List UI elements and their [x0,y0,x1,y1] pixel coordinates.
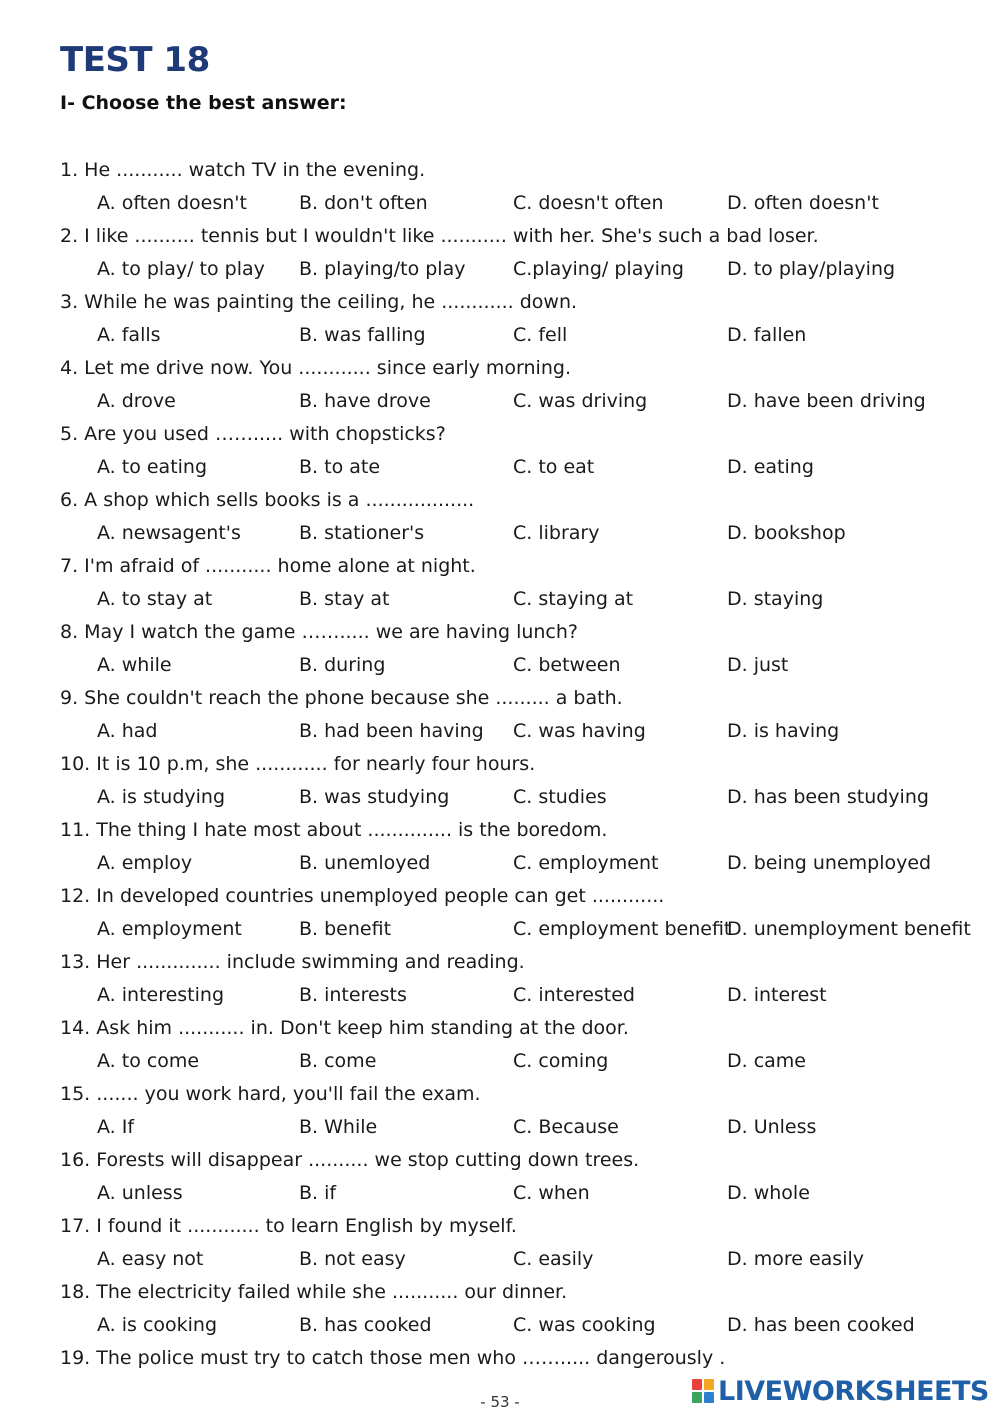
answer-options [0,254,1000,284]
question-stem: 19. The police must try to catch those men who ……..... dangerously . [60,1347,726,1369]
question-stem: 6. A shop which sells books is a .................. [60,489,475,511]
question-item [0,1143,1000,1209]
question-stem: 7. I'm afraid of ........... home alone at night. [60,555,476,577]
answer-option[interactable]: A. drove [97,390,176,412]
answer-options [0,320,1000,350]
question-stem: 11. The thing I hate most about .............. is the boredom. [60,819,608,841]
answer-option[interactable]: C. easily [513,1248,594,1270]
answer-option[interactable]: B. playing/to play [299,258,466,280]
answer-option[interactable]: D. has been studying [727,786,929,808]
answer-options [0,452,1000,482]
logo-tiles-icon [692,1379,714,1403]
answer-option[interactable]: C. fell [513,324,568,346]
answer-option[interactable]: C. Because [513,1116,619,1138]
answer-options [0,518,1000,548]
answer-option[interactable]: D. unemployment benefit [727,918,971,940]
answer-option[interactable]: A. easy not [97,1248,204,1270]
question-item [0,219,1000,285]
answer-option[interactable]: A. had [97,720,158,742]
logo-tile [692,1379,702,1390]
answer-option[interactable]: C. library [513,522,600,544]
section-instruction: I- Choose the best answer: [60,92,347,114]
answer-option[interactable]: D. staying [727,588,824,610]
answer-options [0,1046,1000,1076]
answer-option[interactable]: B. unemloyed [299,852,431,874]
answer-option[interactable]: A. falls [97,324,161,346]
answer-option[interactable]: D. eating [727,456,814,478]
answer-option[interactable]: B. come [299,1050,377,1072]
answer-option[interactable]: B. to ate [299,456,381,478]
question-stem: 5. Are you used ……..... with chopsticks? [60,423,446,445]
answer-option[interactable]: B. during [299,654,386,676]
answer-option[interactable]: A. to stay at [97,588,213,610]
question-item [0,285,1000,351]
question-stem: 16. Forests will disappear .......... we stop cutting down trees. [60,1149,640,1171]
logo-tile [704,1379,714,1390]
answer-option[interactable]: B. While [299,1116,378,1138]
answer-option[interactable]: A. often doesn't [97,192,247,214]
answer-option[interactable]: D. just [727,654,789,676]
answer-option[interactable]: C. between [513,654,621,676]
logo-text: LIVEWORKSHEETS [718,1375,989,1407]
answer-option[interactable]: D. has been cooked [727,1314,915,1336]
answer-option[interactable]: D. is having [727,720,840,742]
answer-options [0,650,1000,680]
answer-options [0,1112,1000,1142]
answer-option[interactable]: C. when [513,1182,590,1204]
question-stem: 13. Her .............. include swimming and reading. [60,951,525,973]
answer-option[interactable]: A. employment [97,918,242,940]
answer-option[interactable]: C. was having [513,720,646,742]
question-stem: 15. ....... you work hard, you'll fail the exam. [60,1083,481,1105]
answer-option[interactable]: D. bookshop [727,522,846,544]
answer-option[interactable]: B. stationer's [299,522,425,544]
answer-options [0,1244,1000,1274]
answer-option[interactable]: C. doesn't often [513,192,664,214]
answer-options [0,980,1000,1010]
page-number: - 53 - [480,1393,520,1411]
answer-option[interactable]: B. have drove [299,390,431,412]
question-item [0,1011,1000,1077]
answer-option[interactable]: A. to come [97,1050,200,1072]
answer-option[interactable]: C. was driving [513,390,648,412]
answer-option[interactable]: A. If [97,1116,135,1138]
answer-option[interactable]: B. stay at [299,588,390,610]
question-item [0,813,1000,879]
question-stem: 8. May I watch the game ……..... we are having lunch? [60,621,579,643]
question-item [0,681,1000,747]
answer-option[interactable]: D. Unless [727,1116,817,1138]
question-stem: 12. In developed countries unemployed people can get ............ [60,885,665,907]
answer-option[interactable]: C.playing/ playing [513,258,684,280]
answer-option[interactable]: A. to eating [97,456,208,478]
logo-tile [692,1392,702,1403]
question-item [0,747,1000,813]
answer-option[interactable]: D. often doesn't [727,192,879,214]
answer-option[interactable]: B. if [299,1182,337,1204]
answer-option[interactable]: C. to eat [513,456,595,478]
answer-option[interactable]: A. employ [97,852,193,874]
question-stem: 1. He ........... watch TV in the evening. [60,159,426,181]
answer-option[interactable]: B. interests [299,984,407,1006]
logo-tile [704,1392,714,1403]
answer-option[interactable]: B. was falling [299,324,426,346]
answer-option[interactable]: A. newsagent's [97,522,241,544]
question-item [0,945,1000,1011]
answer-option[interactable]: C. studies [513,786,607,808]
question-item [0,879,1000,945]
question-stem: 18. The electricity failed while she ........... our dinner. [60,1281,568,1303]
answer-option[interactable]: A. to play/ to play [97,258,265,280]
answer-option[interactable]: B. had been having [299,720,484,742]
question-stem: 2. I like .......... tennis but I wouldn't like ........... with her. She's such a bad loser. [60,225,819,247]
answer-option[interactable]: D. being unemployed [727,852,932,874]
answer-option[interactable]: C. employment benefit [513,918,732,940]
answer-options [0,188,1000,218]
answer-option[interactable]: D. interest [727,984,827,1006]
question-stem: 17. I found it ............ to learn English by myself. [60,1215,517,1237]
answer-option[interactable]: A. is cooking [97,1314,218,1336]
answer-options [0,716,1000,746]
question-item [0,1275,1000,1341]
page-title: TEST 18 [60,40,210,80]
liveworksheets-logo [692,1376,989,1406]
question-item [0,351,1000,417]
question-item [0,549,1000,615]
answer-option[interactable]: D. came [727,1050,806,1072]
answer-options [0,1178,1000,1208]
answer-options [0,848,1000,878]
answer-option[interactable]: A. interesting [97,984,225,1006]
answer-option[interactable]: B. benefit [299,918,392,940]
answer-option[interactable]: C. interested [513,984,635,1006]
answer-option[interactable]: B. was studying [299,786,450,808]
answer-option[interactable]: A. unless [97,1182,183,1204]
answer-options [0,782,1000,812]
answer-options [0,1310,1000,1340]
answer-option[interactable]: C. staying at [513,588,634,610]
question-item [0,1077,1000,1143]
question-stem: 9. She couldn't reach the phone because she ......... a bath. [60,687,623,709]
answer-option[interactable]: B. not easy [299,1248,406,1270]
question-list [0,153,1000,1407]
answer-option[interactable]: C. was cooking [513,1314,656,1336]
answer-option[interactable]: D. to play/playing [727,258,896,280]
answer-options [0,386,1000,416]
answer-options [0,914,1000,944]
answer-option[interactable]: B. don't often [299,192,428,214]
question-item [0,615,1000,681]
answer-option[interactable]: C. coming [513,1050,609,1072]
question-item [0,1209,1000,1275]
answer-option[interactable]: D. have been driving [727,390,926,412]
answer-option[interactable]: A. while [97,654,172,676]
question-item [0,153,1000,219]
question-item [0,483,1000,549]
question-item [0,417,1000,483]
answer-option[interactable]: D. whole [727,1182,810,1204]
answer-option[interactable]: A. is studying [97,786,226,808]
answer-option[interactable]: B. has cooked [299,1314,432,1336]
answer-options [0,584,1000,614]
answer-option[interactable]: D. fallen [727,324,807,346]
answer-option[interactable]: C. employment [513,852,659,874]
answer-option[interactable]: D. more easily [727,1248,864,1270]
question-stem: 3. While he was painting the ceiling, he ............ down. [60,291,578,313]
question-stem: 4. Let me drive now. You ............ since early morning. [60,357,571,379]
question-stem: 14. Ask him ........... in. Don't keep him standing at the door. [60,1017,629,1039]
question-stem: 10. It is 10 p.m, she ............ for nearly four hours. [60,753,536,775]
